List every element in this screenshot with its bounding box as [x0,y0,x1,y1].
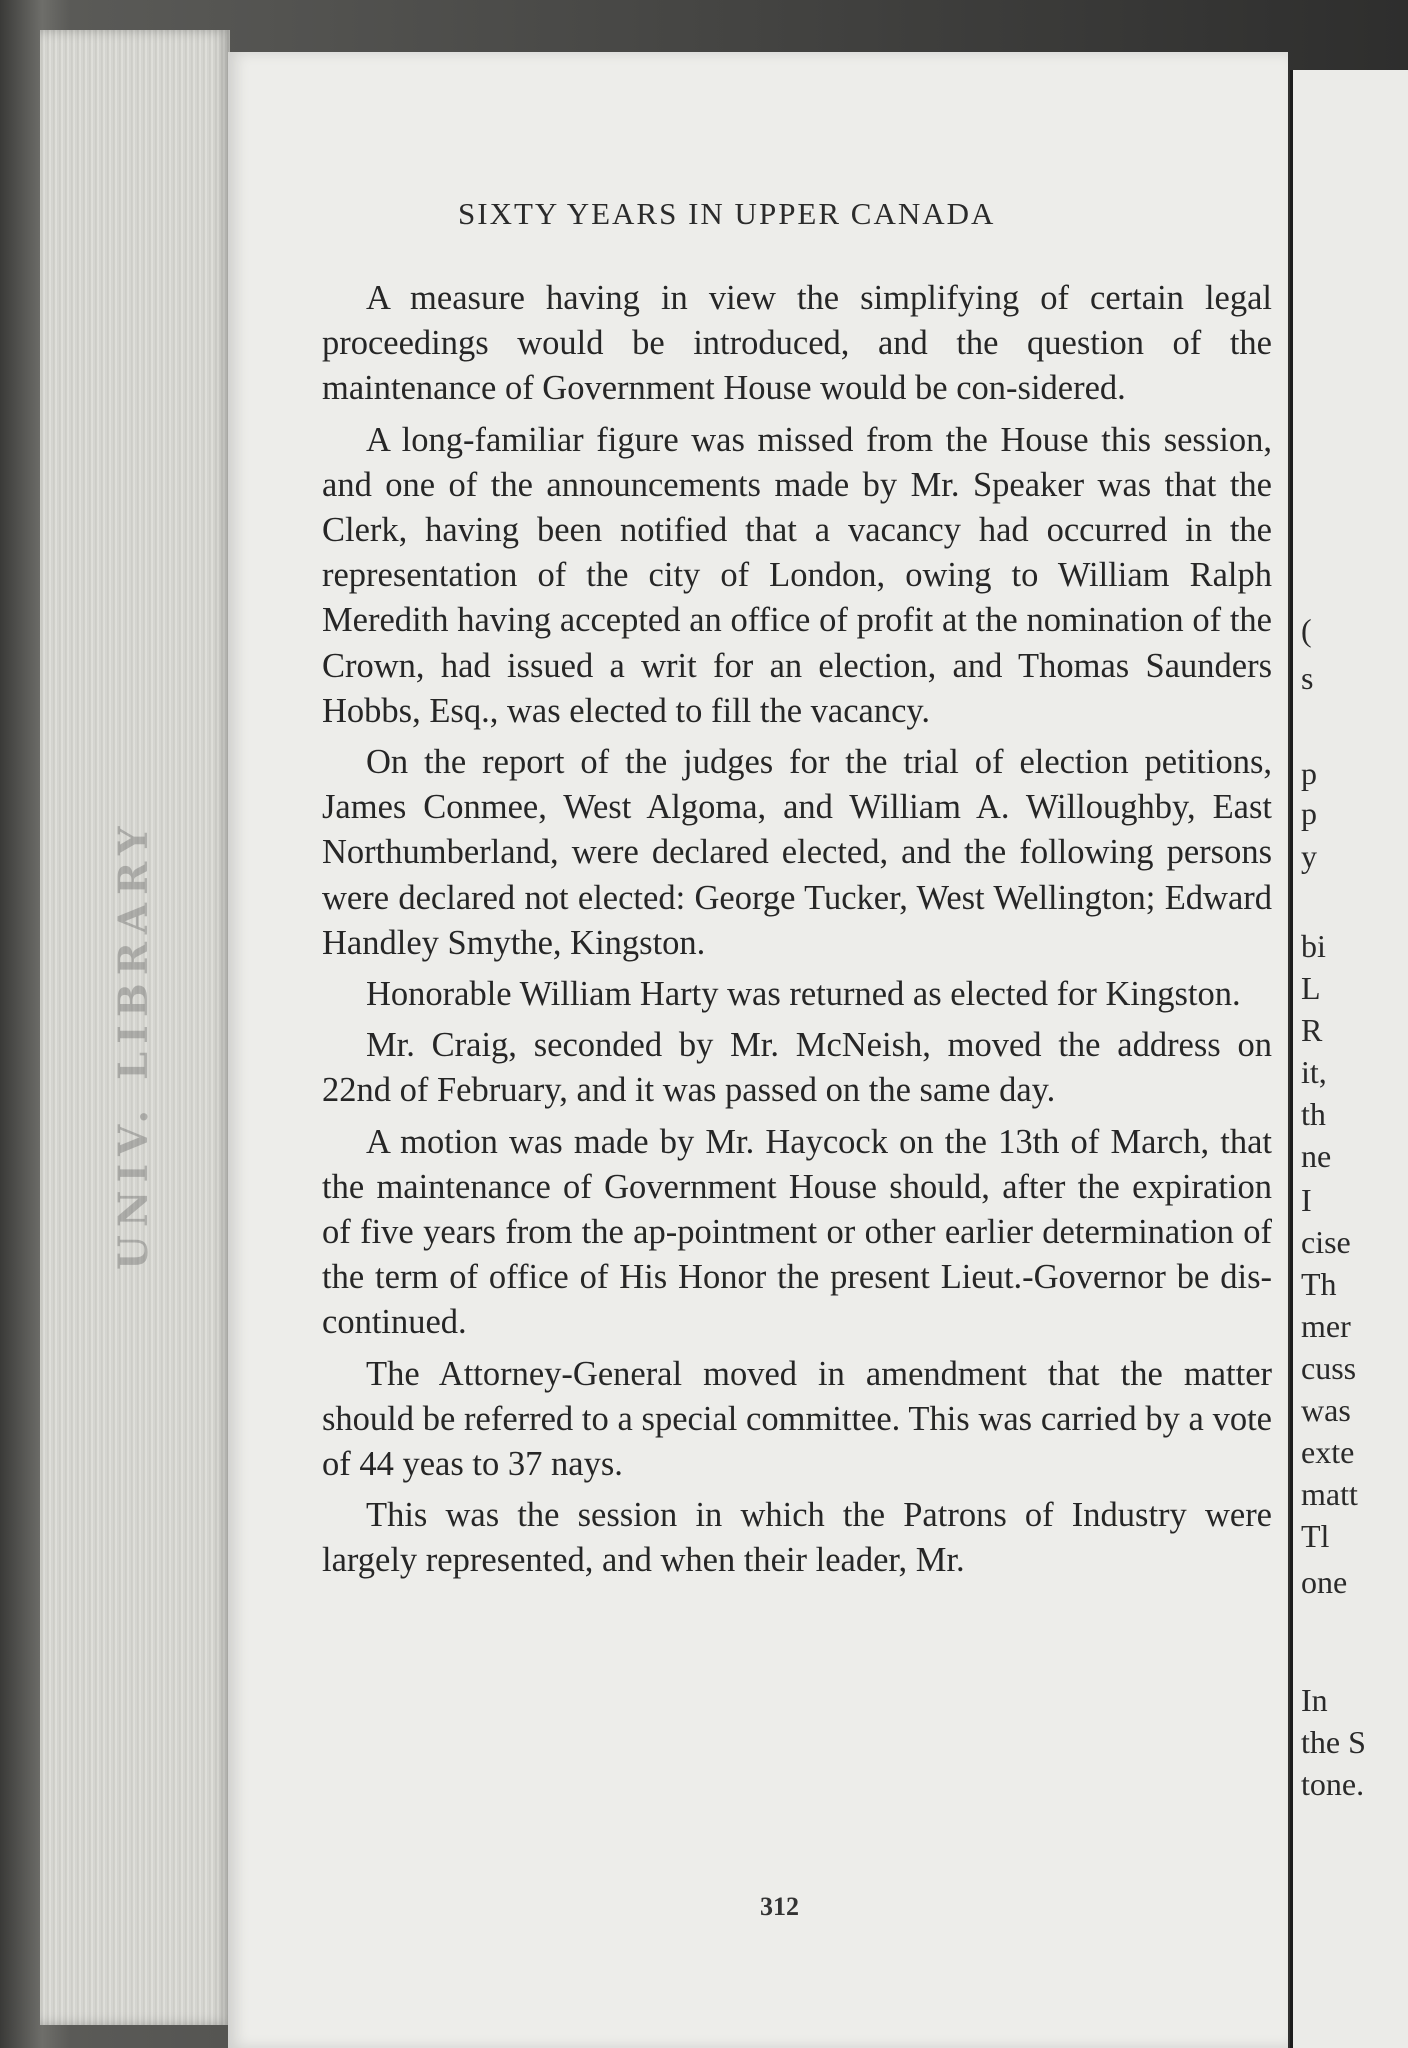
facing-page-fragment: cise [1301,1224,1351,1260]
facing-page-fragment: matt [1301,1476,1358,1512]
facing-page-fragment: p [1301,755,1317,791]
paragraph: Honorable William Harty was returned as elected for Kingston. [366,975,1241,1014]
page-body [322,276,1272,1590]
facing-page-fragment: th [1301,1096,1326,1132]
facing-page-fragment: exte [1301,1434,1355,1470]
facing-page-fragment: mer [1301,1308,1351,1344]
facing-page-fragment: one [1301,1564,1348,1600]
facing-page-fragment: the S [1301,1724,1366,1760]
facing-page-fragment: Tl [1301,1518,1330,1554]
facing-page-fragment: I [1301,1182,1312,1218]
facing-page-fragment: was [1301,1392,1351,1428]
facing-page-fragment: cuss [1301,1350,1357,1386]
paragraph: On the report of the judges for the trial of election petitions, James Conmee, West Algoma, and William A. Willoughby, East Northumberland, were declared elected, and the following persons were declared not elected: George Tucker, West Wellington; Edward Handley Smythe, Kingston. [322,743,1272,962]
facing-page-fragment: s [1301,660,1314,696]
facing-page-fragment: In [1301,1682,1328,1718]
facing-page-fragment: y [1301,838,1317,874]
paragraph: This was the session in which the Patrons of Industry were largely represented, and when their leader, Mr. [322,1496,1272,1580]
page-number: 312 [760,1892,799,1921]
book-page-edges [40,30,230,2025]
facing-page-fragment: Th [1301,1266,1337,1302]
facing-page-fragment: R [1301,1012,1323,1048]
facing-page-fragment: tone. [1301,1766,1365,1802]
facing-page-fragment: it, [1301,1054,1327,1090]
paragraph: Mr. Craig, seconded by Mr. McNeish, moved the address on 22nd of February, and it was passed on the same day. [322,1026,1272,1110]
facing-page-fragment: ne [1301,1138,1332,1174]
facing-page [1290,70,1408,2048]
paragraph: A long-familiar figure was missed from the House this session, and one of the announcements made by Mr. Speaker was that the Clerk, having been notified that a vacancy had occurred in the representation of the city of London, owing to William Ralph Meredith having accepted an office of profit at the nomination of the Crown, had issued a writ for an election, and Thomas Saunders Hobbs, Esq., was elected to fill the vacancy. [322,420,1272,730]
paragraph: The Attorney-General moved in amendment that the matter should be referred to a special committee. This was carried by a vote of 44 yeas to 37 nays. [322,1354,1272,1484]
paragraph: A motion was made by Mr. Haycock on the 13th of March, that the maintenance of Government House should, after the expiration of five years from the ap-pointment or other earlier determination of the term of office of His Honor the present Lieut.-Governor be dis-continued. [322,1122,1272,1342]
facing-page-fragment: p [1301,795,1317,831]
library-edge-stamp: UNIV. LIBRARY [110,818,157,1270]
facing-page-fragment: bi [1301,928,1326,964]
paragraph: A measure having in view the simplifying of certain legal proceedings would be introduced, and the question of the maintenance of Government House would be con-sidered. [322,279,1272,408]
facing-page-fragment: L [1301,970,1321,1006]
running-head: SIXTY YEARS IN UPPER CANADA [458,196,996,231]
facing-page-fragment: ( [1301,612,1312,648]
